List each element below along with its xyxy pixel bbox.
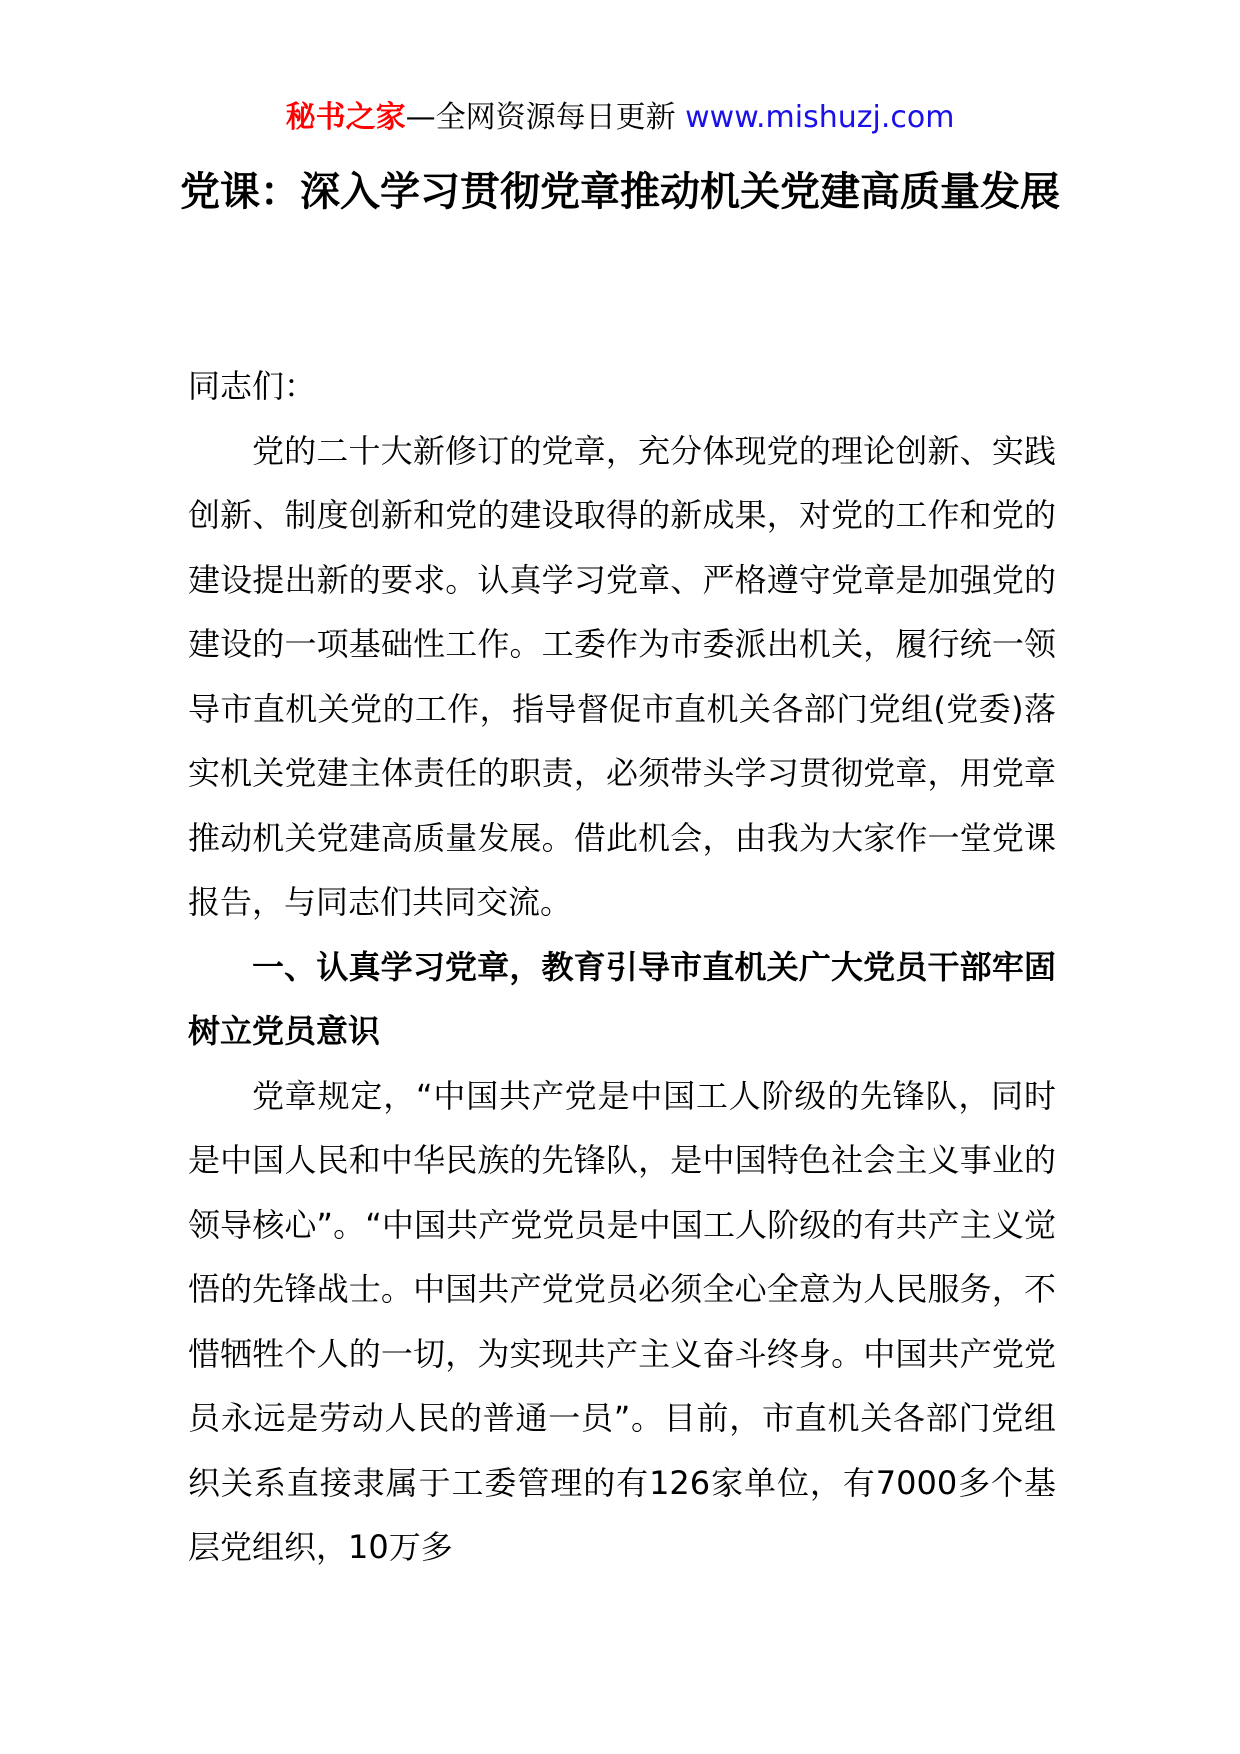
section-heading-1: 一、认真学习党章，教育引导市直机关广大党员干部牢固树立党员意识 (188, 947, 1056, 1050)
document-body (188, 354, 1056, 1580)
brand-name: 秘书之家 (285, 100, 406, 135)
header-slogan: —全网资源每日更新 (405, 100, 686, 135)
intro-paragraph: 党的二十大新修订的党章，充分体现党的理论创新、实践创新、制度创新和党的建设取得的新成果，对党的工作和党的建设提出新的要求。认真学习党章、严格遵守党章是加强党的建设的一项基础性工作。工委作为市委派出机关，履行统一领导市直机关党的工作，指导督促市直机关各部门党组(党委)落实机关党建主体责任的职责，必须带头学习贯彻党章，用党章推动机关党建高质量发展。借此机会，由我为大家作一堂党课报告，与同志们共同交流。 (188, 431, 1056, 921)
site-url-link[interactable]: www.mishuzj.com (685, 100, 955, 135)
greeting: 同志们： (188, 367, 317, 405)
document-title: 党课：深入学习贯彻党章推动机关党建高质量发展 (180, 169, 1060, 215)
section-1-paragraph: 党章规定，“中国共产党是中国工人阶级的先锋队，同时是中国人民和中华民族的先锋队，是中国特色社会主义事业的领导核心”。“中国共产党党员是中国工人阶级的有共产主义觉悟的先锋战士。中国共产党党员必须全心全意为人民服务，不惜牺牲个人的一切，为实现共产主义奋斗终身。中国共产党党员永远是劳动人民的普通一员”。目前，市直机关各部门党组织关系直接隶属于工委管理的有126家单位，有7000多个基层党组织，10万多 (188, 1076, 1056, 1566)
site-header (0, 98, 1240, 138)
